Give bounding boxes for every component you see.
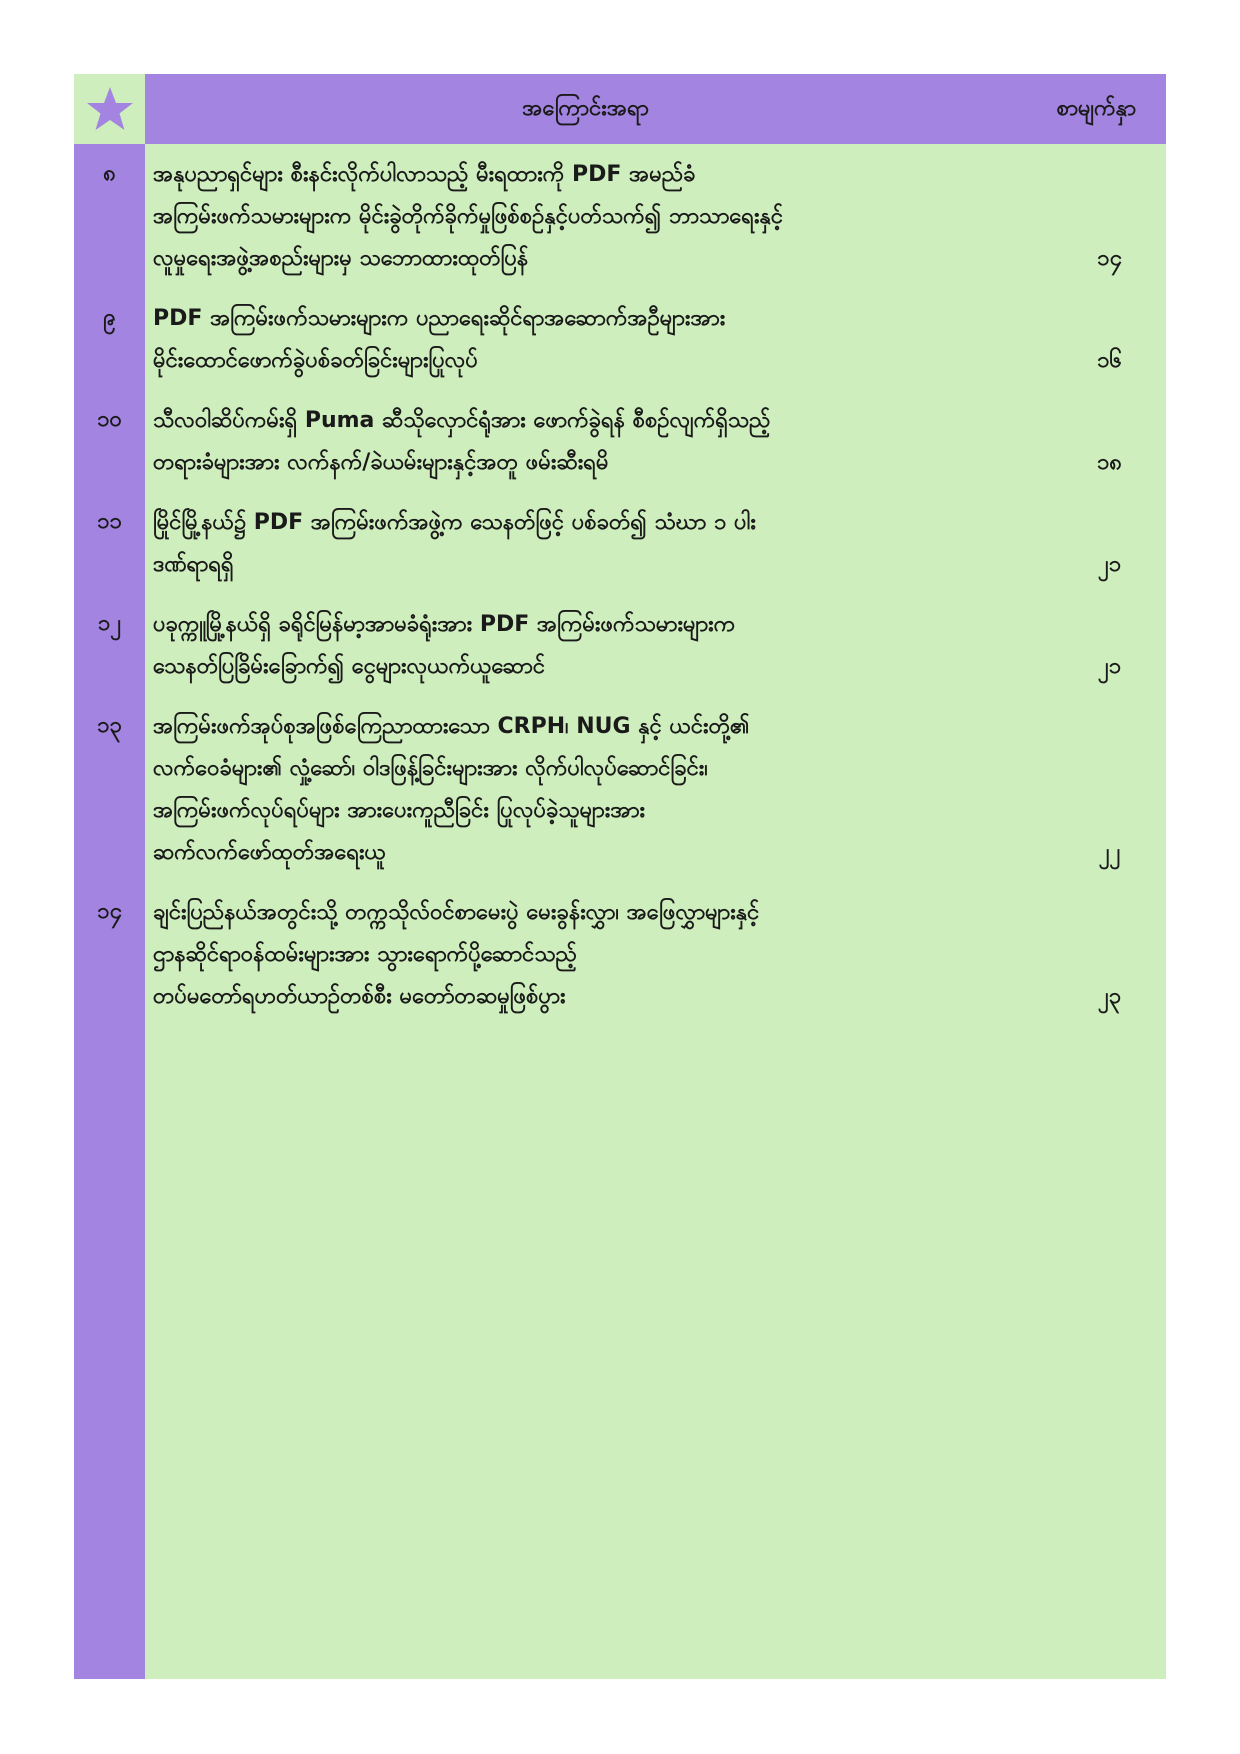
entry-title-line: ချင်းပြည်နယ်အတွင်းသို့ တက္ကသိုလ်ဝင်စာမေးပွဲ မေးခွန်းလွှာ၊ အဖြေလွှာများနှင့် <box>153 900 760 925</box>
entry-page-number: ၁၆ <box>1097 348 1122 373</box>
entry-title-line: တပ်မတော်ရဟတ်ယာဉ်တစ်စီး မတော်တဆမှုဖြစ်ပွား <box>153 984 566 1009</box>
entries-column <box>97 144 1166 1679</box>
entry-title <box>145 288 983 390</box>
entry-number: ၁၃ <box>97 713 122 738</box>
entry-title-line: အနုပညာရှင်များ စီးနင်းလိုက်ပါလာသည့် မီးရထားကို PDF အမည်ခံ <box>153 162 696 187</box>
entry-page-number: ၂၂ <box>1098 840 1121 865</box>
entry-page-number: ၂၁ <box>1097 552 1122 577</box>
entry-title-line: မိုင်းထောင်ဖောက်ခွဲပစ်ခတ်ခြင်းများပြုလုပ် <box>153 348 478 373</box>
entry-title-line: PDF အကြမ်းဖက်သမားများက ပညာရေးဆိုင်ရာအဆောက်အဦများအား <box>153 306 726 331</box>
entry-title <box>145 882 983 1026</box>
toc-entry[interactable] <box>97 390 1166 492</box>
toc-body <box>74 144 1166 1679</box>
toc-entry[interactable] <box>103 288 1166 390</box>
entry-title-line: တရားခံများအား လက်နက်/ခဲယမ်းများနှင့်အတူ ဖမ်းဆီးရမိ <box>153 450 609 475</box>
contents-heading: အကြောင်းအရာ <box>522 95 649 121</box>
entry-title <box>145 696 983 882</box>
entry-title-line: သီလဝါဆိပ်ကမ်းရှိ Puma ဆီသိုလှောင်ရုံအား ဖောက်ခွဲရန် စီစဉ်လျက်ရှိသည့် <box>153 408 771 433</box>
page-column-heading: စာမျက်နှာ <box>1056 95 1136 121</box>
entry-title-line: ဆက်လက်ဖော်ထုတ်အရေးယူ <box>153 840 386 865</box>
entry-page-number: ၂၁ <box>1097 654 1122 679</box>
entry-number: ၈ <box>103 161 116 186</box>
entry-number: ၁၂ <box>97 611 122 636</box>
entry-title-line: အကြမ်းဖက်အုပ်စုအဖြစ်ကြေညာထားသော CRPH၊ NUG နှင့် ယင်းတို့၏ <box>153 714 750 739</box>
entry-title-line: မြိုင်မြို့နယ်၌ PDF အကြမ်းဖက်အဖွဲ့က သေနတ်ဖြင့် ပစ်ခတ်၍ သံဃာ ၁ ပါး <box>153 510 756 535</box>
entry-page-number: ၁၈ <box>1097 450 1122 475</box>
table-of-contents <box>74 74 1166 1679</box>
entry-title-line: အကြမ်းဖက်လုပ်ရပ်များ အားပေးကူညီခြင်း ပြုလုပ်ခဲ့သူများအား <box>153 798 646 823</box>
entry-number: ၁၁ <box>97 509 122 534</box>
entry-number: ၉ <box>103 305 116 330</box>
entry-title <box>145 390 983 492</box>
entry-page-number: ၂၃ <box>1097 984 1122 1009</box>
entry-title-line: ဒဏ်ရာရရှိ <box>153 552 234 577</box>
entry-number: ၁၄ <box>97 899 122 924</box>
entry-page-number: ၁၄ <box>1097 246 1122 271</box>
star-cell <box>74 74 145 144</box>
entry-title-line: လူမှုရေးအဖွဲ့အစည်းများမှ သဘောထားထုတ်ပြန် <box>153 246 529 271</box>
toc-entry[interactable] <box>97 696 1166 882</box>
toc-entry[interactable] <box>103 144 1166 288</box>
toc-entry[interactable] <box>97 492 1166 594</box>
entry-title <box>145 492 983 594</box>
toc-entry[interactable] <box>97 594 1166 696</box>
entry-title-line: အကြမ်းဖက်သမားများက မိုင်းခွဲတိုက်ခိုက်မှုဖြစ်စဉ်နှင့်ပတ်သက်၍ ဘာသာရေးနှင့် <box>153 204 784 229</box>
entry-title-line: သေနတ်ပြခြိမ်းခြောက်၍ ငွေများလုယက်ယူဆောင် <box>153 654 546 679</box>
entry-title-line: လက်ဝေခံများ၏ လှုံ့ဆော်၊ ဝါဒဖြန့်ခြင်းများအား လိုက်ပါလုပ်ဆောင်ခြင်း၊ <box>153 756 708 781</box>
entry-title <box>145 144 983 288</box>
entry-title-line: ဌာနဆိုင်ရာဝန်ထမ်းများအား သွားရောက်ပို့ဆောင်သည့် <box>153 942 577 967</box>
toc-header <box>74 74 1166 144</box>
entry-title-line: ပခုက္ကူမြို့နယ်ရှိ ခရိုင်မြန်မာ့အာမခံရုံးအား PDF အကြမ်းဖက်သမားများက <box>153 612 736 637</box>
entry-title <box>145 594 983 696</box>
star-icon <box>86 86 134 132</box>
toc-entry[interactable] <box>97 882 1166 1026</box>
entry-number: ၁၀ <box>97 407 122 432</box>
header-bar <box>145 74 1166 144</box>
